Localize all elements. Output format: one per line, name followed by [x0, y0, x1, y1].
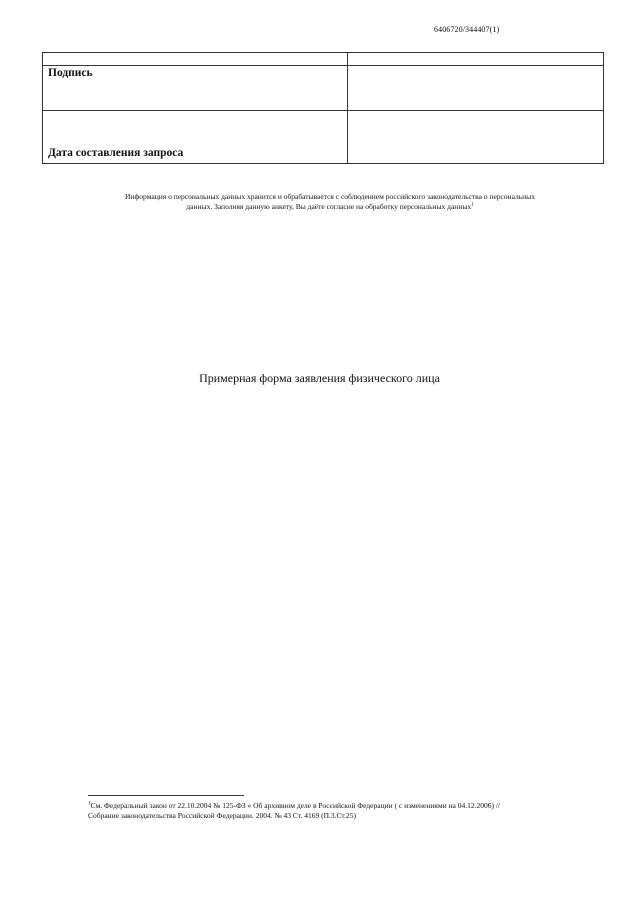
- request-date-label: Дата составления запроса: [48, 147, 184, 159]
- consent-line-1: Информация о персональных данных хранится и обрабатывается с соблюдением российского законодательства о персональных: [125, 192, 535, 201]
- footnote-reference: 1: [471, 202, 474, 208]
- consent-line-2-text: данных. Заполняя данную анкету, Вы даёте согласие на обработку персональных данных: [186, 202, 472, 211]
- footnote-line-2: Собрание законодательства Российской Федерации. 2004. № 43 Ст. 4169 (П.3.Ст.25): [88, 811, 357, 820]
- table-column-divider: [347, 53, 348, 163]
- consent-line-2: [70, 202, 590, 212]
- document-id: 6406720/344407(1): [434, 25, 500, 34]
- personal-data-consent-note: [70, 192, 590, 212]
- table-row-divider: [43, 110, 603, 111]
- footnote-line-1-text: См. Федеральный закон от 22.10.2004 № 125-ФЗ « Об архивном деле в Российской Федерации ( с изменениями на 04.12.2006) //: [90, 801, 500, 810]
- signature-label: Подпись: [48, 67, 93, 79]
- footnote-line-1: [88, 801, 608, 811]
- form-title: Примерная форма заявления физического лица: [199, 371, 440, 385]
- footnote-separator: [88, 795, 244, 796]
- signature-date-table: [42, 52, 604, 164]
- footnote: [88, 801, 608, 821]
- footnote-marker: 1: [88, 801, 91, 807]
- table-row-divider: [43, 65, 603, 66]
